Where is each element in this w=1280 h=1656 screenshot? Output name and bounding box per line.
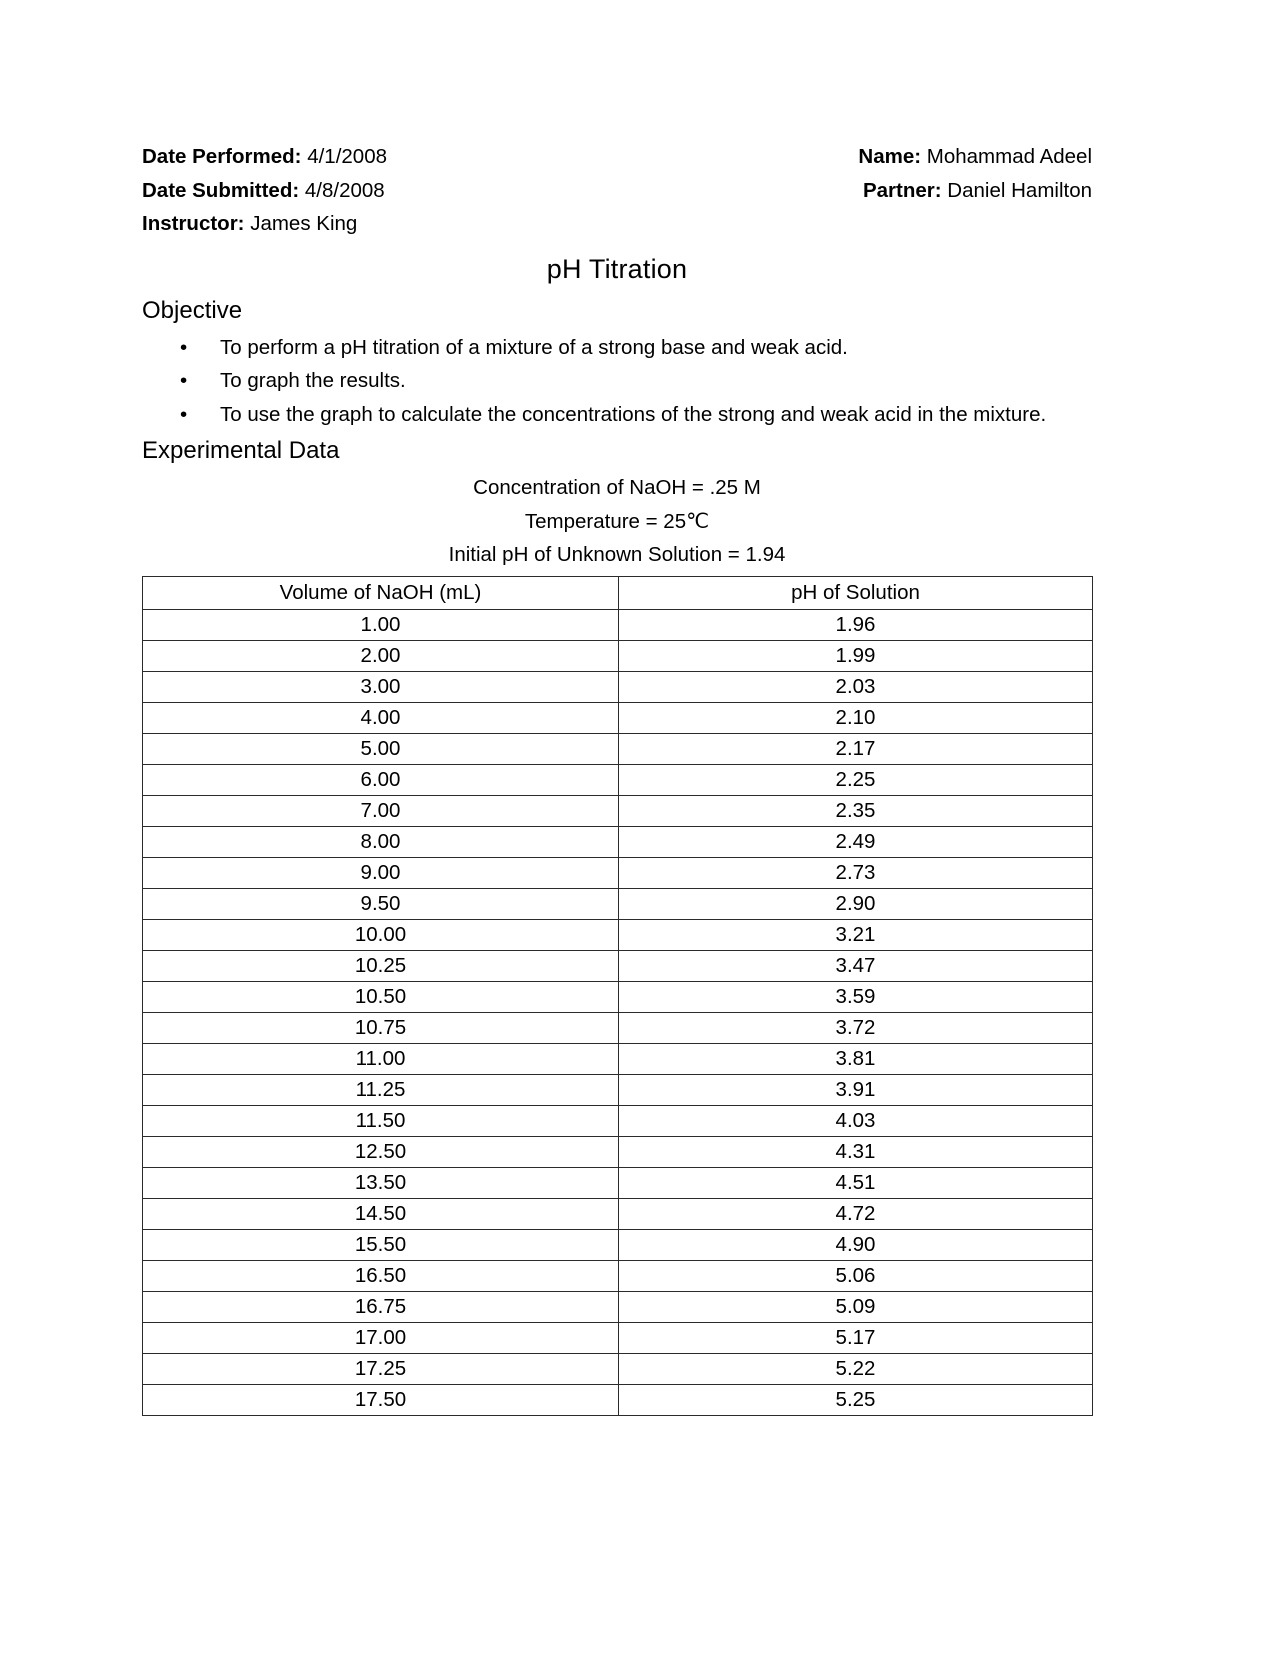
document-content [142, 140, 1092, 1416]
cell-volume: 2.00 [143, 640, 619, 671]
bullet-icon: • [180, 402, 188, 426]
table-row [143, 919, 1093, 950]
bullet-icon: • [180, 369, 188, 392]
cell-volume: 12.50 [143, 1136, 619, 1167]
list-item [142, 331, 1092, 365]
date-performed-value: 4/1/2008 [307, 145, 388, 168]
table-row [143, 1198, 1093, 1229]
experimental-data-heading: Experimental Data [142, 437, 340, 464]
cell-volume: 8.00 [143, 826, 619, 857]
instructor-value: James King [250, 212, 358, 235]
date-performed-label: Date Performed: [142, 145, 302, 168]
cell-volume: 7.00 [143, 795, 619, 826]
table-row [143, 733, 1093, 764]
cell-volume: 6.00 [143, 764, 619, 795]
condition-temperature: Temperature = 25℃ [524, 509, 710, 533]
table-row [143, 795, 1093, 826]
cell-ph: 2.03 [619, 671, 1093, 702]
table-header-row [143, 576, 1093, 609]
table-row [143, 1322, 1093, 1353]
objective-list [142, 331, 1092, 432]
cell-volume: 11.50 [143, 1105, 619, 1136]
instructor [142, 207, 357, 241]
table-row [143, 1229, 1093, 1260]
table-row [143, 888, 1093, 919]
cell-ph: 2.17 [619, 733, 1093, 764]
table-head [143, 576, 1093, 609]
partner [863, 174, 1092, 208]
cell-volume: 3.00 [143, 671, 619, 702]
cell-ph: 3.81 [619, 1043, 1093, 1074]
list-item-text: To perform a pH titration of a mixture of a strong base and weak acid. [220, 335, 848, 359]
table-row [143, 609, 1093, 640]
table-row [143, 1074, 1093, 1105]
cell-ph: 2.10 [619, 702, 1093, 733]
cell-volume: 14.50 [143, 1198, 619, 1229]
cell-ph: 5.22 [619, 1353, 1093, 1384]
table-row [143, 671, 1093, 702]
condition-initial-ph: Initial pH of Unknown Solution = 1.94 [448, 543, 786, 566]
date-performed [142, 140, 387, 174]
column-header-ph: pH of Solution [619, 576, 1093, 609]
cell-volume: 5.00 [143, 733, 619, 764]
table-row [143, 1353, 1093, 1384]
cell-volume: 10.75 [143, 1012, 619, 1043]
cell-volume: 10.50 [143, 981, 619, 1012]
cell-volume: 17.50 [143, 1384, 619, 1415]
list-item-text: To use the graph to calculate the concentrations of the strong and weak acid in the mixture. [220, 402, 1047, 426]
cell-volume: 9.00 [143, 857, 619, 888]
cell-volume: 11.00 [143, 1043, 619, 1074]
page-title: pH Titration [546, 253, 688, 284]
student-name [858, 140, 1092, 174]
list-item-text: To graph the results. [220, 369, 406, 392]
table-row [143, 1136, 1093, 1167]
table-row [143, 857, 1093, 888]
date-submitted-value: 4/8/2008 [304, 178, 385, 202]
partner-value: Daniel Hamilton [947, 178, 1092, 202]
cell-volume: 10.00 [143, 919, 619, 950]
cell-ph: 3.21 [619, 919, 1093, 950]
conditions-block [142, 471, 1092, 572]
objective-heading: Objective [142, 296, 243, 324]
cell-ph: 2.73 [619, 857, 1093, 888]
date-submitted-label: Date Submitted: [142, 178, 300, 202]
list-item [142, 364, 1092, 398]
table-row [143, 1291, 1093, 1322]
cell-ph: 2.90 [619, 888, 1093, 919]
cell-volume: 17.00 [143, 1322, 619, 1353]
cell-ph: 5.09 [619, 1291, 1093, 1322]
table-row [143, 702, 1093, 733]
list-item [142, 398, 1092, 432]
meta-row-2 [142, 174, 1092, 208]
cell-ph: 2.25 [619, 764, 1093, 795]
titration-data-table [142, 576, 1093, 1416]
table-row [143, 1043, 1093, 1074]
cell-ph: 4.03 [619, 1105, 1093, 1136]
cell-ph: 5.25 [619, 1384, 1093, 1415]
meta-row-1 [142, 140, 1092, 174]
cell-ph: 4.51 [619, 1167, 1093, 1198]
cell-ph: 1.99 [619, 640, 1093, 671]
partner-label: Partner: [862, 178, 942, 202]
name-label: Name: [858, 145, 922, 168]
table-body [143, 609, 1093, 1415]
cell-ph: 4.31 [619, 1136, 1093, 1167]
cell-volume: 16.75 [143, 1291, 619, 1322]
cell-volume: 1.00 [143, 609, 619, 640]
cell-volume: 9.50 [143, 888, 619, 919]
table-row [143, 1012, 1093, 1043]
table-row [143, 1260, 1093, 1291]
table-row [143, 1167, 1093, 1198]
cell-ph: 4.72 [619, 1198, 1093, 1229]
cell-ph: 2.35 [619, 795, 1093, 826]
bullet-icon: • [180, 335, 188, 359]
cell-volume: 17.25 [143, 1353, 619, 1384]
name-value: Mohammad Adeel [926, 145, 1092, 168]
cell-ph: 3.91 [619, 1074, 1093, 1105]
cell-volume: 16.50 [143, 1260, 619, 1291]
instructor-label: Instructor: [142, 212, 245, 235]
cell-ph: 5.17 [619, 1322, 1093, 1353]
cell-ph: 5.06 [619, 1260, 1093, 1291]
cell-volume: 13.50 [143, 1167, 619, 1198]
table-row [143, 1384, 1093, 1415]
date-submitted [142, 174, 385, 208]
condition-concentration: Concentration of NaOH = .25 M [473, 476, 761, 499]
cell-volume: 11.25 [143, 1074, 619, 1105]
cell-volume: 10.25 [143, 950, 619, 981]
cell-volume: 15.50 [143, 1229, 619, 1260]
table-row [143, 981, 1093, 1012]
table-row [143, 826, 1093, 857]
meta-row-3 [142, 207, 1092, 241]
table-row [143, 640, 1093, 671]
table-row [143, 950, 1093, 981]
cell-ph: 3.47 [619, 950, 1093, 981]
table-row [143, 1105, 1093, 1136]
cell-ph: 2.49 [619, 826, 1093, 857]
cell-ph: 3.72 [619, 1012, 1093, 1043]
cell-ph: 4.90 [619, 1229, 1093, 1260]
column-header-volume: Volume of NaOH (mL) [143, 576, 619, 609]
cell-ph: 3.59 [619, 981, 1093, 1012]
cell-ph: 1.96 [619, 609, 1093, 640]
cell-volume: 4.00 [143, 702, 619, 733]
table-row [143, 764, 1093, 795]
